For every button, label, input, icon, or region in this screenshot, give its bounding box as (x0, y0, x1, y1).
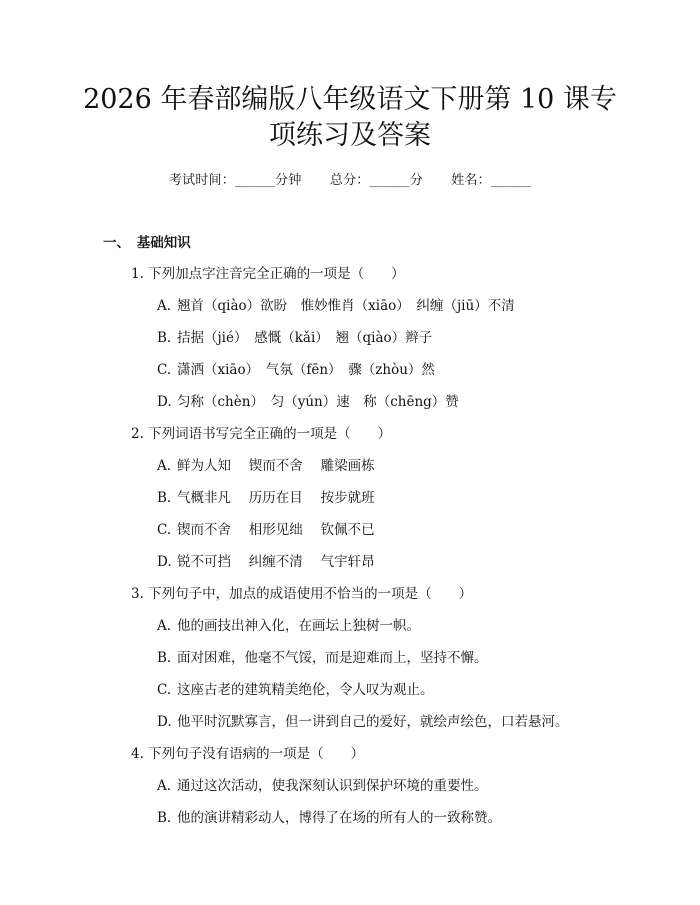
question-3-option-d[interactable] (157, 710, 569, 730)
question-1-option-a[interactable] (157, 294, 515, 314)
option-letter: D. (157, 714, 172, 730)
question-1-option-d[interactable] (157, 390, 459, 410)
option-letter: A. (157, 618, 172, 634)
option-text: 通过这次活动，使我深刻认识到保护环境的重要性。 (177, 778, 488, 794)
question-2-option-a[interactable] (157, 454, 375, 474)
option-text: 鲜为人知 锲而不舍 雕梁画栋 (177, 458, 375, 474)
option-letter: B. (157, 330, 172, 346)
option-letter: B. (157, 490, 172, 506)
option-text: 他的画技出神入化，在画坛上独树一帜。 (177, 618, 420, 634)
option-text: 拮据（jié） 感慨（kǎi） 翘（qiào）辫子 (177, 330, 433, 346)
page-title (0, 82, 700, 154)
option-text: 他的演讲精彩动人，博得了在场的所有人的一致称赞。 (177, 810, 501, 826)
option-text: 潇洒（xiāo） 气氛（fēn） 骤（zhòu）然 (177, 362, 435, 378)
question-3-option-b[interactable] (157, 646, 488, 666)
option-text: 这座古老的建筑精美绝伦，令人叹为观止。 (177, 682, 434, 698)
question-2-option-c[interactable] (157, 518, 375, 538)
exam-time: 考试时间：______分钟 (168, 173, 302, 188)
question-4-option-a[interactable] (157, 774, 488, 794)
option-letter: A. (157, 778, 172, 794)
option-letter: B. (157, 650, 172, 666)
option-letter: D. (157, 394, 172, 410)
question-2: 2. 下列词语书写完全正确的一项是（ ） (131, 426, 392, 442)
exam-total-score: 总分：______分 (329, 173, 423, 188)
question-1-option-b[interactable] (157, 326, 432, 346)
section-heading: 一、 基础知识 (103, 235, 191, 251)
exam-meta (0, 169, 700, 188)
student-name-field: 姓名：______ (451, 173, 532, 188)
option-text: 锐不可挡 纠缠不清 气宇轩昂 (177, 554, 375, 570)
option-text: 他平时沉默寡言，但一讲到自己的爱好，就绘声绘色，口若悬河。 (177, 714, 569, 730)
question-2-option-b[interactable] (157, 486, 375, 506)
question-1: 1. 下列加点字注音完全正确的一项是（ ） (131, 266, 405, 282)
option-text: 锲而不舍 相形见绌 钦佩不已 (177, 522, 375, 538)
option-letter: C. (157, 522, 172, 538)
question-4-option-b[interactable] (157, 806, 501, 826)
title-line-1: 2026 年春部编版八年级语文下册第 10 课专 (83, 84, 617, 115)
question-3: 3. 下列句子中，加点的成语使用不恰当的一项是（ ） (131, 586, 473, 602)
option-letter: C. (157, 682, 172, 698)
option-text: 匀称（chèn） 匀（yún）速 称（chēng）赞 (177, 394, 459, 410)
question-1-option-c[interactable] (157, 358, 435, 378)
option-letter: A. (157, 458, 172, 474)
option-text: 翘首（qiào）欲盼 惟妙惟肖（xiāo） 纠缠（jiū）不清 (177, 298, 515, 314)
option-letter: A. (157, 298, 172, 314)
option-letter: C. (157, 362, 172, 378)
question-3-option-c[interactable] (157, 678, 434, 698)
option-letter: B. (157, 810, 172, 826)
title-line-2: 项练习及答案 (269, 120, 431, 151)
question-3-option-a[interactable] (157, 614, 420, 634)
option-text: 面对困难，他毫不气馁，而是迎难而上，坚持不懈。 (177, 650, 488, 666)
question-4: 4. 下列句子没有语病的一项是（ ） (131, 746, 365, 762)
option-text: 气概非凡 历历在目 按步就班 (177, 490, 375, 506)
question-2-option-d[interactable] (157, 550, 375, 570)
option-letter: D. (157, 554, 172, 570)
